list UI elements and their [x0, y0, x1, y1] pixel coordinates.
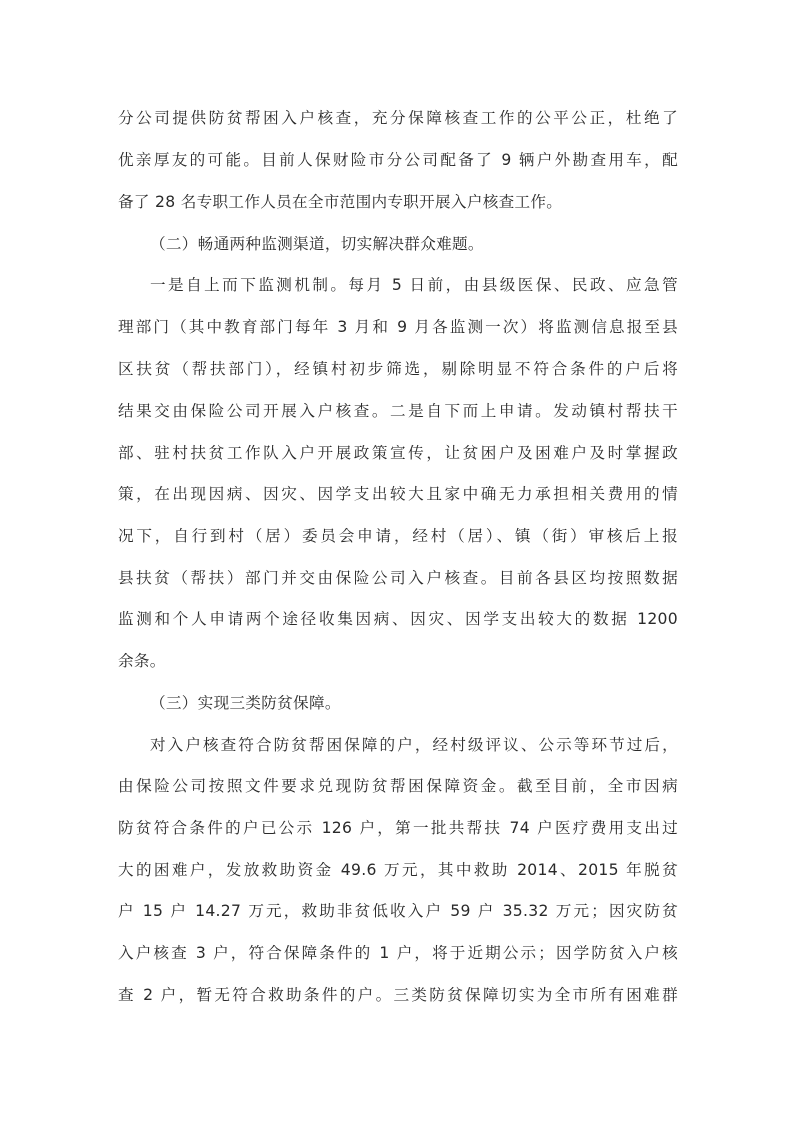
text-line: 县扶贫（帮扶）部门并交由保险公司入户核查。目前各县区均按照数据 — [118, 569, 678, 587]
section-heading: （二）畅通两种监测渠道，切实解决群众难题。 — [150, 235, 484, 253]
text-line: 对入户核查符合防贫帮困保障的户，经村级评议、公示等环节过后， — [150, 736, 678, 754]
text-line: 余条。 — [118, 652, 166, 670]
text-line: 分公司提供防贫帮困入户核查，充分保障核查工作的公平公正，杜绝了 — [118, 109, 678, 127]
text-line: 理部门（其中教育部门每年 3 月和 9 月各监测一次）将监测信息报至县 — [118, 318, 678, 336]
text-line: 监测和个人申请两个途径收集因病、因灾、因学支出较大的数据 1200 — [118, 610, 678, 628]
section-heading: （三）实现三类防贫保障。 — [150, 694, 341, 712]
text-line: 防贫符合条件的户已公示 126 户，第一批共帮扶 74 户医疗费用支出过 — [118, 819, 678, 837]
text-line: 大的困难户，发放救助资金 49.6 万元，其中救助 2014、2015 年脱贫 — [118, 861, 678, 879]
text-line: 部、驻村扶贫工作队入户开展政策宣传，让贫困户及困难户及时掌握政 — [118, 444, 678, 462]
text-line: 备了 28 名专职工作人员在全市范围内专职开展入户核查工作。 — [118, 193, 563, 211]
text-line: 优亲厚友的可能。目前人保财险市分公司配备了 9 辆户外勘查用车，配 — [118, 151, 678, 169]
text-line: 入户核查 3 户，符合保障条件的 1 户，将于近期公示；因学防贫入户核 — [118, 944, 678, 962]
text-line: 查 2 户，暂无符合救助条件的户。三类防贫保障切实为全市所有困难群 — [118, 986, 678, 1004]
text-line: 由保险公司按照文件要求兑现防贫帮困保障资金。截至目前，全市因病 — [118, 777, 678, 795]
text-line: 户 15 户 14.27 万元，救助非贫低收入户 59 户 35.32 万元；因灾防贫 — [118, 902, 678, 920]
text-line: 策，在出现因病、因灾、因学支出较大且家中确无力承担相关费用的情 — [118, 485, 678, 503]
text-line: 一是自上而下监测机制。每月 5 日前，由县级医保、民政、应急管 — [150, 276, 678, 294]
text-line: 结果交由保险公司开展入户核查。二是自下而上申请。发动镇村帮扶干 — [118, 402, 678, 420]
text-line: 区扶贫（帮扶部门），经镇村初步筛选，剔除明显不符合条件的户后将 — [118, 360, 678, 378]
text-line: 况下，自行到村（居）委员会申请，经村（居）、镇（街）审核后上报 — [118, 527, 678, 545]
